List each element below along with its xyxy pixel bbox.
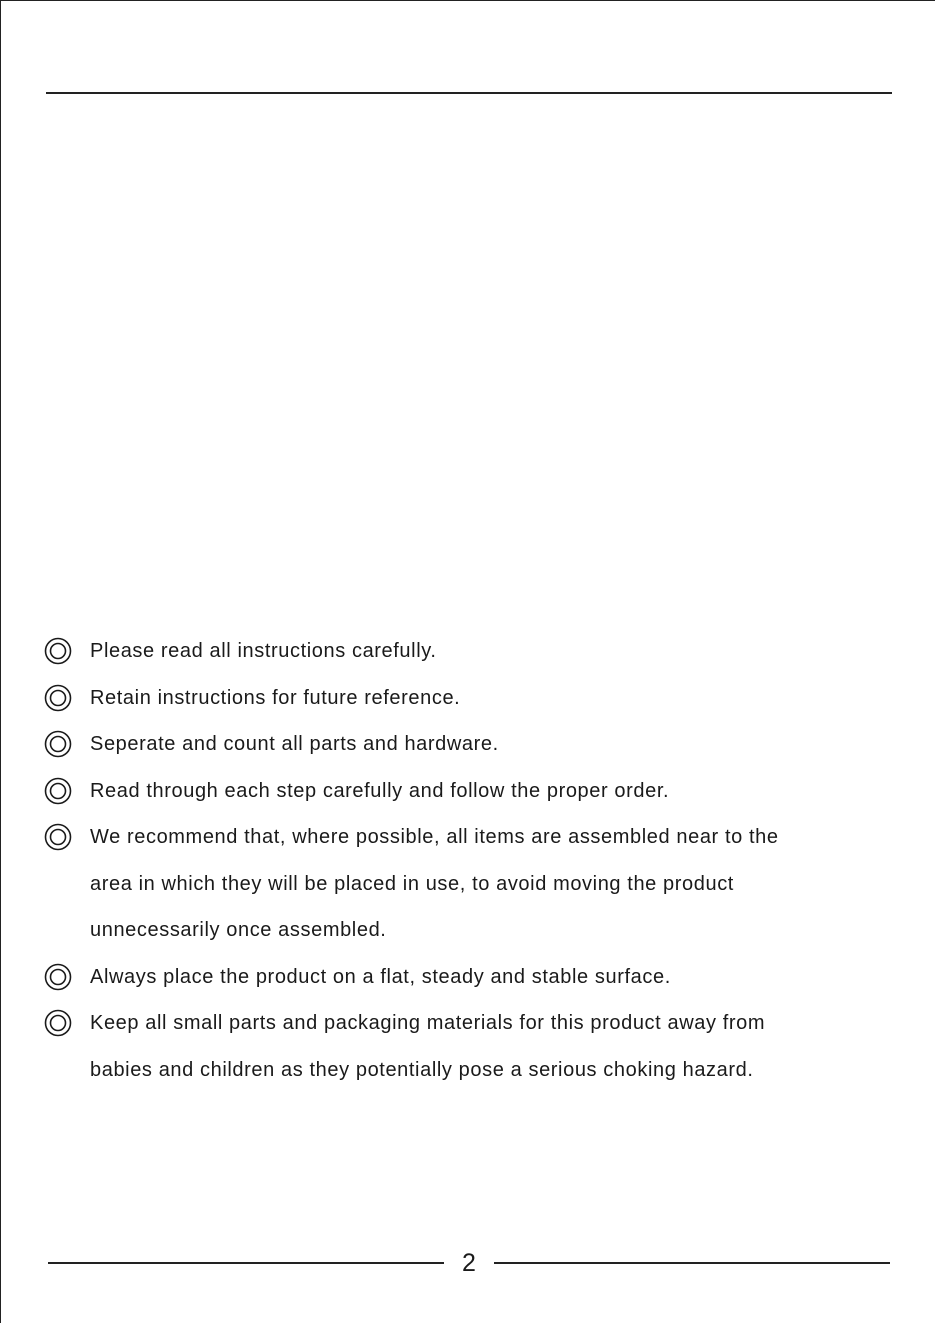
- instruction-text: Read through each step carefully and follow the proper order.: [90, 779, 670, 802]
- instruction-item: [44, 1000, 904, 1093]
- instruction-item: [44, 768, 904, 815]
- top-divider: [46, 92, 892, 94]
- page-number: 2: [462, 1249, 476, 1277]
- footer-divider-left: [48, 1262, 444, 1264]
- instruction-text: Always place the product on a flat, steady and stable surface.: [90, 965, 671, 988]
- double-circle-icon: [44, 637, 72, 665]
- instruction-text: Please read all instructions carefully.: [90, 640, 437, 662]
- page-footer: [48, 1241, 890, 1285]
- instruction-text: unnecessarily once assembled.: [90, 919, 387, 941]
- double-circle-icon: [44, 963, 72, 991]
- double-circle-icon: [44, 684, 72, 712]
- instruction-item: [44, 814, 904, 954]
- instruction-item: [44, 721, 904, 768]
- footer-divider-right: [494, 1262, 890, 1264]
- instructions-list: [44, 628, 904, 1093]
- instruction-item: [44, 675, 904, 722]
- instruction-text: We recommend that, where possible, all items are assembled near to the: [90, 826, 779, 848]
- instruction-text: Seperate and count all parts and hardware.: [90, 733, 499, 755]
- instruction-text: Retain instructions for future reference.: [90, 686, 461, 709]
- double-circle-icon: [44, 777, 72, 805]
- instruction-text: babies and children as they potentially pose a serious choking hazard.: [90, 1058, 754, 1081]
- instruction-item: [44, 628, 904, 675]
- double-circle-icon: [44, 823, 72, 851]
- instruction-text: area in which they will be placed in use, to avoid moving the product: [90, 872, 734, 895]
- instruction-item: [44, 954, 904, 1001]
- double-circle-icon: [44, 1009, 72, 1037]
- double-circle-icon: [44, 730, 72, 758]
- instruction-text: Keep all small parts and packaging materials for this product away from: [90, 1012, 766, 1034]
